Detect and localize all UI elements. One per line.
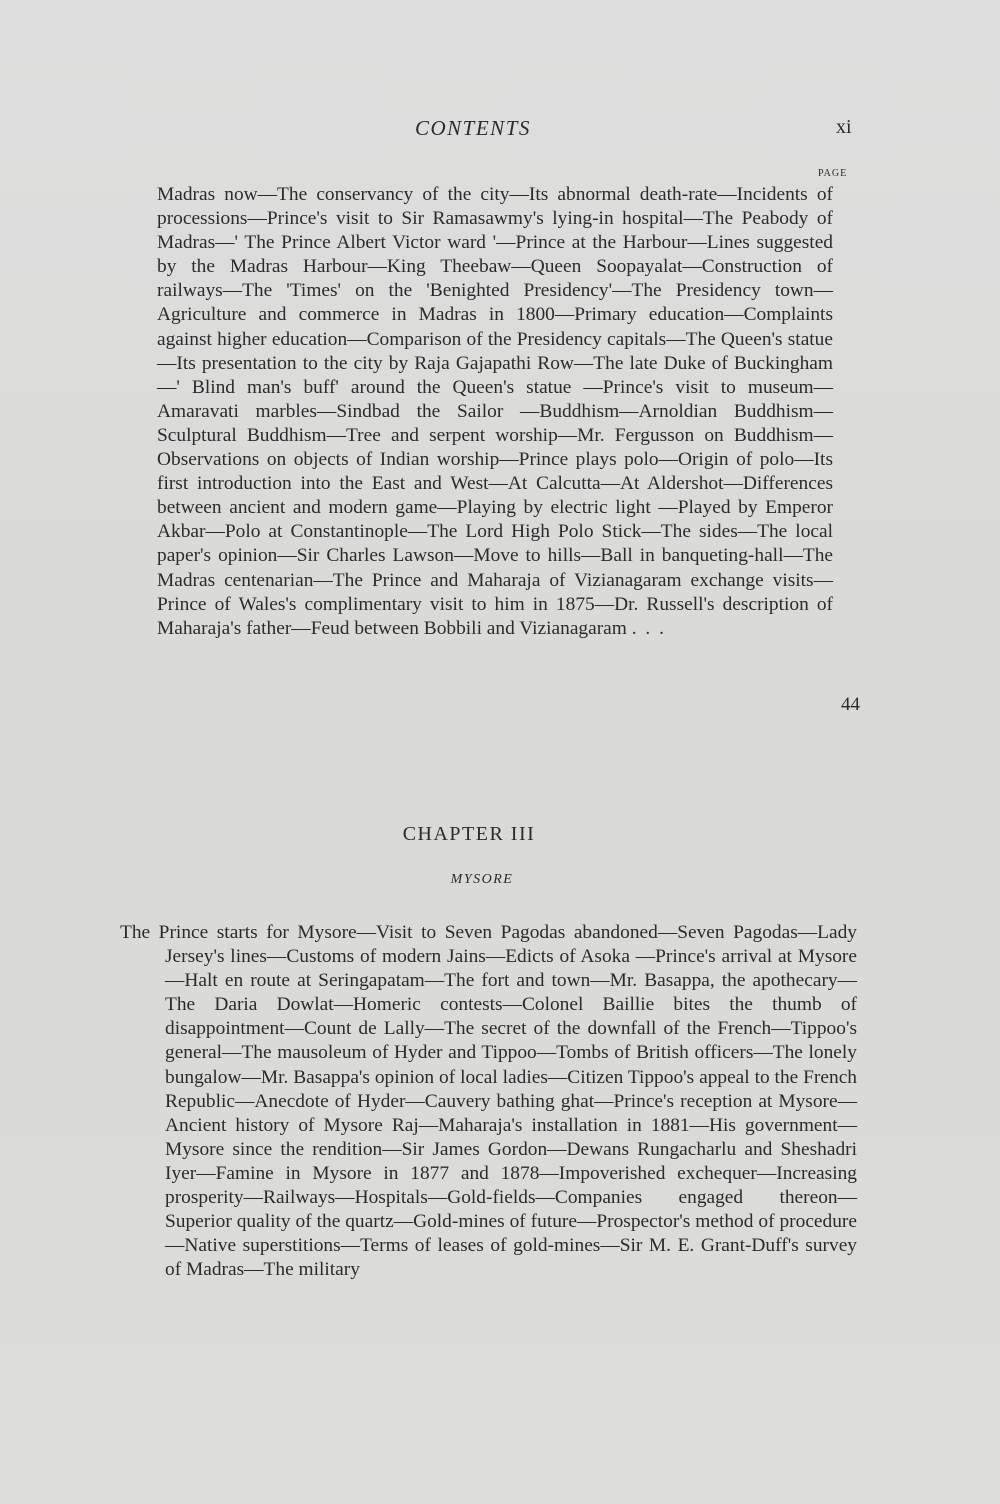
chapter-subtitle-text: MYSORE (450, 872, 514, 887)
contents-entry-page: 44 (841, 694, 860, 715)
page-column-label: PAGE (818, 168, 848, 179)
chapter-heading (0, 823, 1000, 846)
chapter-heading-text: CHAPTER III (402, 823, 536, 845)
chapter-entry-text: The Prince starts for Mysore—Visit to Seven Pagodas abandoned—Seven Pagodas—Lady Jersey's lines—Customs of modern Jains—Edicts of Asoka —Prince's arrival at Mysore—Halt en route at Seringapatam—The fort and town—Mr. Basappa, the apothecary—The Daria Dowlat—Homeric contests—Colonel Baillie bites the thumb of disappointment—Count de Lally—The secret of the downfall of the French—Tippoo's general—The mausoleum of Hyder and Tippoo—Tombs of British officers—The lonely bungalow—Mr. Basappa's opinion of local ladies—Citizen Tippoo's appeal to the French Republic—Anecdote of Hyder—Cauvery bathing ghat—Prince's reception at Mysore—Ancient history of Mysore Raj—Maharaja's installation in 1881—His government—Mysore since the rendition—Sir James Gordon—Dewans Rungacharlu and Sheshadri Iyer—Famine in Mysore in 1877 and 1878—Impoverished exchequer—Increasing prosperity—Railways—Hospitals—Gold-fields—Companies engaged thereon—Superior quality of the quartz—Gold-mines of future—Prospector's method of procedure—Native superstitions—Terms of leases of gold-mines—Sir M. E. Grant-Duff's survey of Madras—The military (120, 922, 857, 1281)
contents-entry (133, 183, 833, 641)
running-title: CONTENTS (415, 116, 531, 140)
chapter-subtitle (0, 872, 1000, 888)
running-head (0, 116, 1000, 146)
contents-entry-text: Madras now—The conservancy of the city—Its abnormal death-rate—Incidents of processions—Prince's visit to Sir Ramasawmy's lying-in hospital—The Peabody of Madras—' The Prince Albert Victor ward '—Prince at the Harbour—Lines suggested by the Madras Harbour—King Theebaw—Queen Soopayalat—Construction of railways—The 'Times' on the 'Benighted Presidency'—The Presidency town—Agriculture and commerce in Madras in 1800—Primary education—Complaints against higher education—Comparison of the Presidency capitals—The Queen's statue—Its presentation to the city by Raja Gajapathi Row—The late Duke of Buckingham—' Blind man's buff' around the Queen's statue —Prince's visit to museum—Amaravati marbles—Sindbad the Sailor —Buddhism—Arnoldian Buddhism—Sculptural Buddhism—Tree and serpent worship—Mr. Fergusson on Buddhism—Observations on objects of Indian worship—Prince plays polo—Origin of polo—Its first introduction into the East and West—At Calcutta—At Aldershot—Differences between ancient and modern game—Playing by electric light —Played by Emperor Akbar—Polo at Constantinople—The Lord High Polo Stick—The sides—The local paper's opinion—Sir Charles Lawson—Move to hills—Ball in banqueting-hall—The Madras centenarian—The Prince and Maharaja of Vizianagaram exchange visits—Prince of Wales's complimentary visit to him in 1875—Dr. Russell's description of Maharaja's father—Feud between Bobbili and Vizianagaram (157, 184, 833, 639)
chapter-entry (120, 921, 857, 1282)
page-number: xi (836, 116, 852, 138)
dot-leader: . . . (631, 617, 666, 639)
